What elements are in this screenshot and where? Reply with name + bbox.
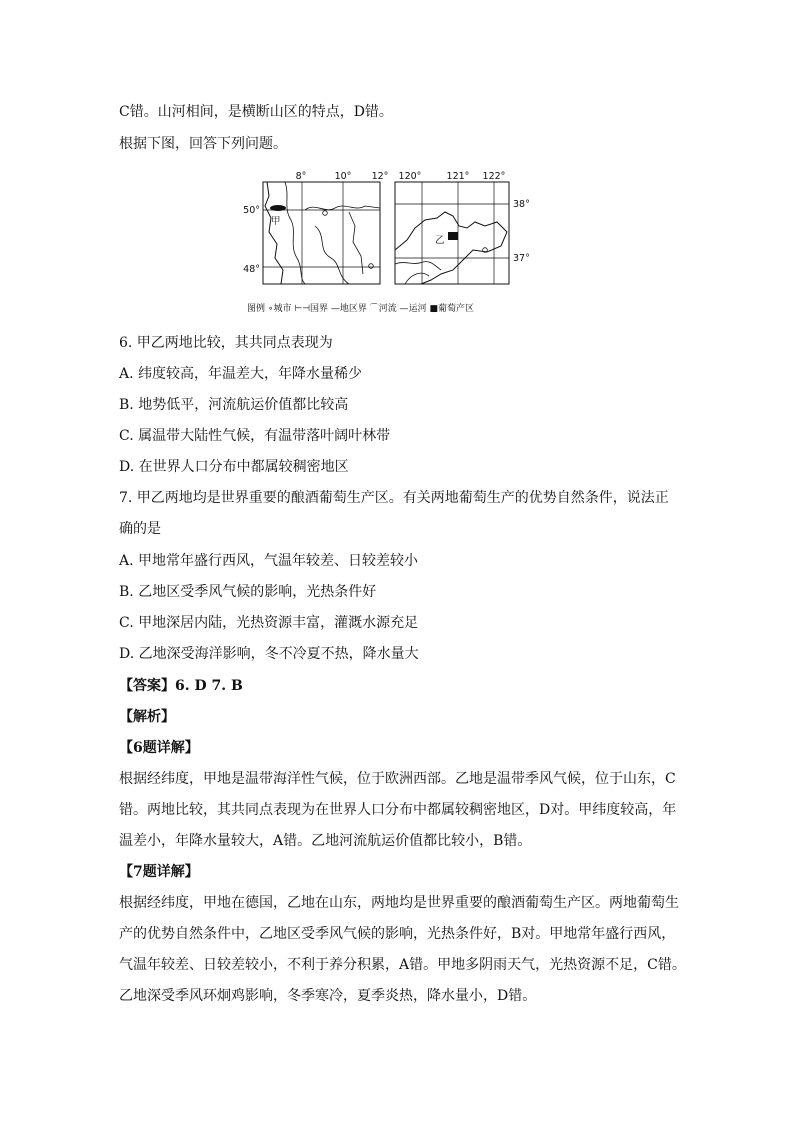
map-legend: 图例 ∘城市 ⊢⊣国界 —地区界 ⌒河流 —运河 ■葡萄产区 (247, 304, 474, 314)
city-marker (369, 264, 374, 269)
city-marker (323, 211, 328, 216)
question-6: 6. 甲乙两地比较，其共同点表现为 (119, 335, 333, 351)
text-line-1: C错。山河相间，是横断山区的特点，D错。 (119, 104, 393, 120)
q6-option-a: A. 纬度较高，年温差大，年降水量稀少 (119, 366, 363, 382)
vineyard-jia (270, 205, 286, 211)
place-yi: 乙 (435, 235, 445, 246)
answer-line: 【答案】6. D 7. B (119, 678, 243, 694)
q7-option-c: C. 甲地深居内陆，光热资源丰富，灌溉水源充足 (119, 615, 419, 631)
map-figure (245, 166, 551, 318)
q7-detail-heading: 【7题详解】 (119, 864, 199, 880)
analysis-heading: 【解析】 (119, 709, 175, 725)
left-lon-label: 12° (371, 171, 389, 182)
q6-detail-line-2: 错。两地比较，其共同点表现为在世界人口分布中都属较稠密地区，D对。甲纬度较高，年 (119, 802, 677, 818)
map-svg (245, 166, 551, 318)
q6-detail-heading: 【6题详解】 (119, 740, 199, 756)
q6-detail-line-3: 温差小，年降水量较大，A错。乙地河流航运价值都比较小，B错。 (119, 833, 532, 849)
left-lon-label: 10° (334, 171, 352, 182)
text-line-2: 根据下图，回答下列问题。 (119, 136, 287, 152)
right-lon-label: 120° (398, 171, 422, 182)
right-lat-label: 38° (513, 199, 530, 210)
q6-detail-line-1: 根据经纬度，甲地是温带海洋性气候，位于欧洲西部。乙地是温带季风气候，位于山东，C (119, 771, 676, 787)
q7-detail-line-2: 产的优势自然条件中，乙地区受季风气候的影响，光热条件好，B对。甲地常年盛行西风， (119, 926, 676, 942)
q7-detail-line-4: 乙地深受季风环炯鸡影响，冬季寒冷，夏季炎热，降水量小，D错。 (119, 988, 537, 1004)
left-lat-label: 50° (243, 205, 260, 216)
q6-option-b: B. 地势低平，河流航运价值都比较高 (119, 397, 349, 413)
right-lon-label: 121° (446, 171, 470, 182)
question-7-cont: 确的是 (119, 521, 161, 537)
question-7: 7. 甲乙两地均是世界重要的酿酒葡萄生产区。有关两地葡萄生产的优势自然条件，说法正 (119, 490, 669, 506)
left-lat-label: 48° (243, 264, 260, 275)
q7-option-d: D. 乙地深受海洋影响，冬不冷夏不热，降水量大 (119, 646, 419, 662)
right-lon-label: 122° (482, 171, 506, 182)
q7-detail-line-3: 气温年较差、日较差较小，不利于养分积累，A错。甲地多阴雨天气，光热资源不足，C错。 (119, 957, 686, 973)
q7-detail-line-1: 根据经纬度，甲地在德国，乙地在山东，两地均是世界重要的酿酒葡萄生产区。两地葡萄生 (119, 895, 679, 911)
q7-option-a: A. 甲地常年盛行西风，气温年较差、日较差较小 (119, 553, 419, 569)
left-lon-label: 8° (295, 171, 307, 182)
right-lat-label: 37° (513, 253, 530, 264)
place-jia: 甲 (271, 216, 281, 227)
q7-option-b: B. 乙地区受季风气候的影响，光热条件好 (119, 584, 377, 600)
q6-option-c: C. 属温带大陆性气候，有温带落叶阔叶林带 (119, 428, 391, 444)
vineyard-yi (448, 232, 458, 240)
q6-option-d: D. 在世界人口分布中都属较稠密地区 (119, 459, 349, 475)
